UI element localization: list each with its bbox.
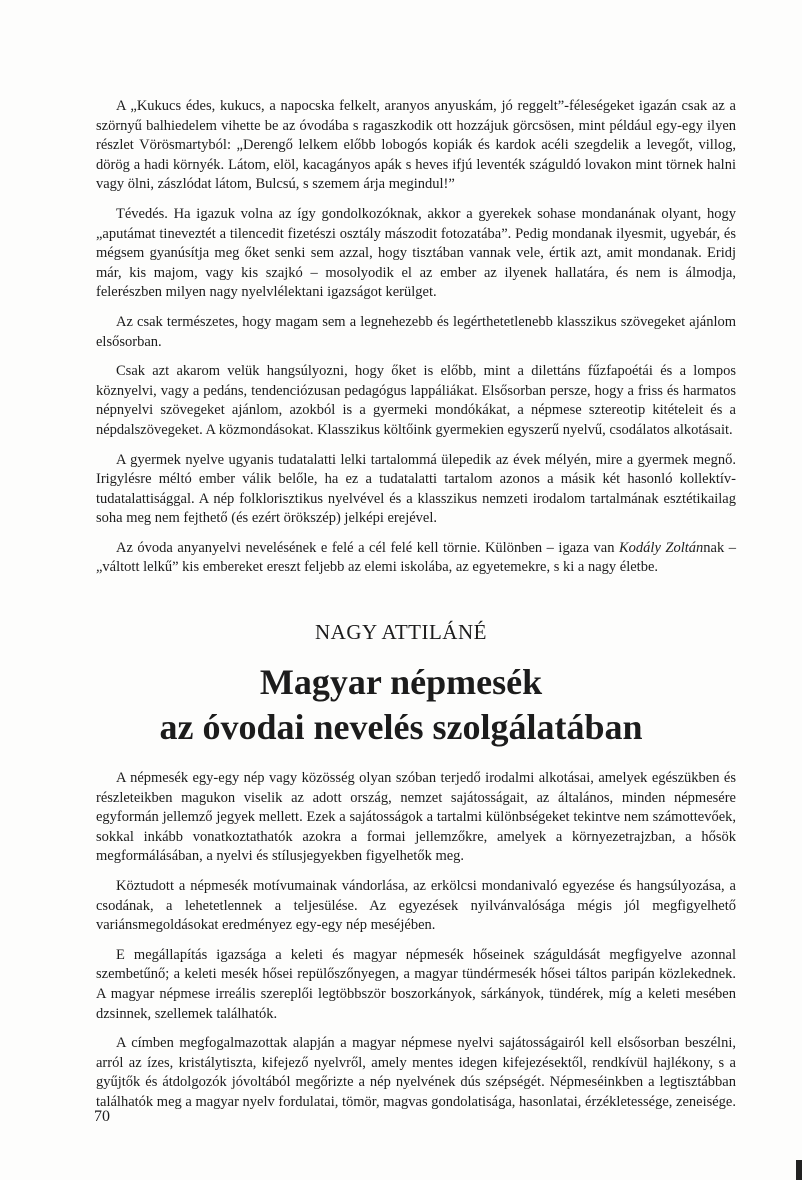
previous-article-text	[96, 97, 736, 588]
paragraph-closing	[96, 539, 736, 578]
paragraph-text: nak – „váltott lelkű” kis embereket ereszt feljebb az elemi iskolába, az egyetemekre, s ki a nagy életbe.	[96, 539, 737, 576]
title-line: Magyar népmesék	[259, 662, 543, 702]
paragraph: A gyermek nyelve ugyanis tudatalatti lelki tartalommá ülepedik az évek mélyén, mire a gyermek megnő. Irigylésre méltó ember válik belőle, ha ez a tudatalatti tartalom azonos a másik két hasonló kollektív-tudatalattisággal. A nép folklorisztikus nyelvével és a klasszikus nemzeti irodalom tartalmának esztétikailag soha meg nem fejthető (és ezért örökszép) jelképi erejével.	[96, 451, 736, 527]
paragraph-text: Az óvoda anyanyelvi nevelésének e felé a cél felé kell törnie. Különben – igaza van	[116, 539, 620, 556]
title-line: az óvodai nevelés szolgálatában	[159, 707, 643, 747]
paragraph: A „Kukucs édes, kukucs, a napocska felkelt, aranyos anyuskám, jó reggelt”-féleségeket igazán csak az a szörnyű balhiedelem vihette be az óvodába s ragaszkodik ott hozzájuk görcsösen, mint például egy-egy ilyen részlet Vörösmartyból: „Derengő lelkem előbb lobogós kopiák és kardok acéli szegdelik a levegőt, villog, dörög a hadi környék. Látom, elöl, kacagányos apák s heves ifjú leventék száguldó lovakon mint törnek halni vagy ölni, zászlódat látom, Bulcsú, s szemem árja megindul!”	[96, 98, 736, 193]
article-author: NAGY ATTILÁNÉ	[315, 620, 487, 644]
article-body	[96, 769, 736, 1123]
page-number: 70	[94, 1108, 110, 1125]
paragraph: E megállapítás igazsága a keleti és magyar népmesék hőseinek száguldását megfigyelve azonnal szembetűnő; a keleti mesék hősei repülőszőnyegen, a magyar tündérmesék hősei táltos paripán közlekednek. A magyar népmese irreális szereplői legtöbbször boszorkányok, sárkányok, tündérek, míg a keleti mesében dzsinnek, szellemek találhatók.	[96, 946, 736, 1022]
paragraph: Köztudott a népmesék motívumainak vándorlása, az erkölcsi mondanivaló egyezése és hangsúlyozása, a csodának, a lehetetlennek a teljesülése. Az egyezések nyilvánvalósága mégis jól megfigyelhető variánsmegoldásokat eredményez egy-egy nép meséjében.	[96, 877, 736, 934]
article-title	[0, 660, 802, 750]
paragraph: A címben megfogalmazottak alapján a magyar népmese nyelvi sajátosságairól kell elsősorban beszélni, arról az ízes, kristálytiszta, kifejező nyelvről, amely mentes idegen kifejezésektől, rendkívül hajlékony, s a gyűjtők és átdolgozók jóvoltából megőrizte a nép nyelvének dús szépségét. Népmeséinkben a legtisztábban találhatók meg a magyar nyelv fordulatai, tömör, magvas gondolatisága, hasonlatai, érzékletessége, zeneisége.	[96, 1035, 736, 1110]
italic-name: Kodály Zoltán	[619, 539, 704, 556]
paragraph: Az csak természetes, hogy magam sem a legnehezebb és legérthetetlenebb klasszikus szövegeket ajánlom elsősorban.	[96, 313, 736, 350]
scan-edge-mark	[796, 1160, 802, 1180]
paragraph: Csak azt akarom velük hangsúlyozni, hogy őket is előbb, mint a dilettáns fűzfapoétái és a lompos köznyelvi, vagy a pedáns, tendenciózusan pedagógus lappáliákat. Elsősorban persze, hogy a friss és harmatos népnyelvi szövegeket ajánlom, azokból is a gyermeki mondókákat, a népmese sztereotip kitételeit és a népdalszövegeket. A közmondásokat. Klasszikus költőink gyermekien egyszerű nyelvű, csodálatos alkotásait.	[96, 363, 736, 438]
paragraph: A népmesék egy-egy nép vagy közösség olyan szóban terjedő irodalmi alkotásai, amelyek egészükben és részleteikben magukon viselik az adott ország, nemzet sajátosságait, az általános, minden népmesére egyformán jellemző jegyek mellett. Ezek a sajátosságok a tartalmi különbségeket tekintve nem számottevőek, sokkal inkább vonatkoztathatók azokra a formai jellemzőkre, amelyek a környezetrajzban, a hősök megformálásában, a nyelvi és stílusjegyekben figyelhetők meg.	[96, 770, 736, 865]
paragraph: Tévedés. Ha igazuk volna az így gondolkozóknak, akkor a gyerekek sohase mondanának olyant, hogy „aputámat tineveztét a tilencedit fizetészi osztály mászodit fotozatába”. Pedig mondanak ilyesmit, ugyebár, és mégsem gyanúsítja meg őket senki sem azzal, hogy tisztában vannak vele, értik azt, amit mondanak. Eridj már, kis majom, vagy kis szajkó – mosolyodik el az ember az ilyenek hallatára, és nem is álmodja, felerészben milyen nagy nyelvlélektani igazságot kerülget.	[96, 205, 736, 301]
